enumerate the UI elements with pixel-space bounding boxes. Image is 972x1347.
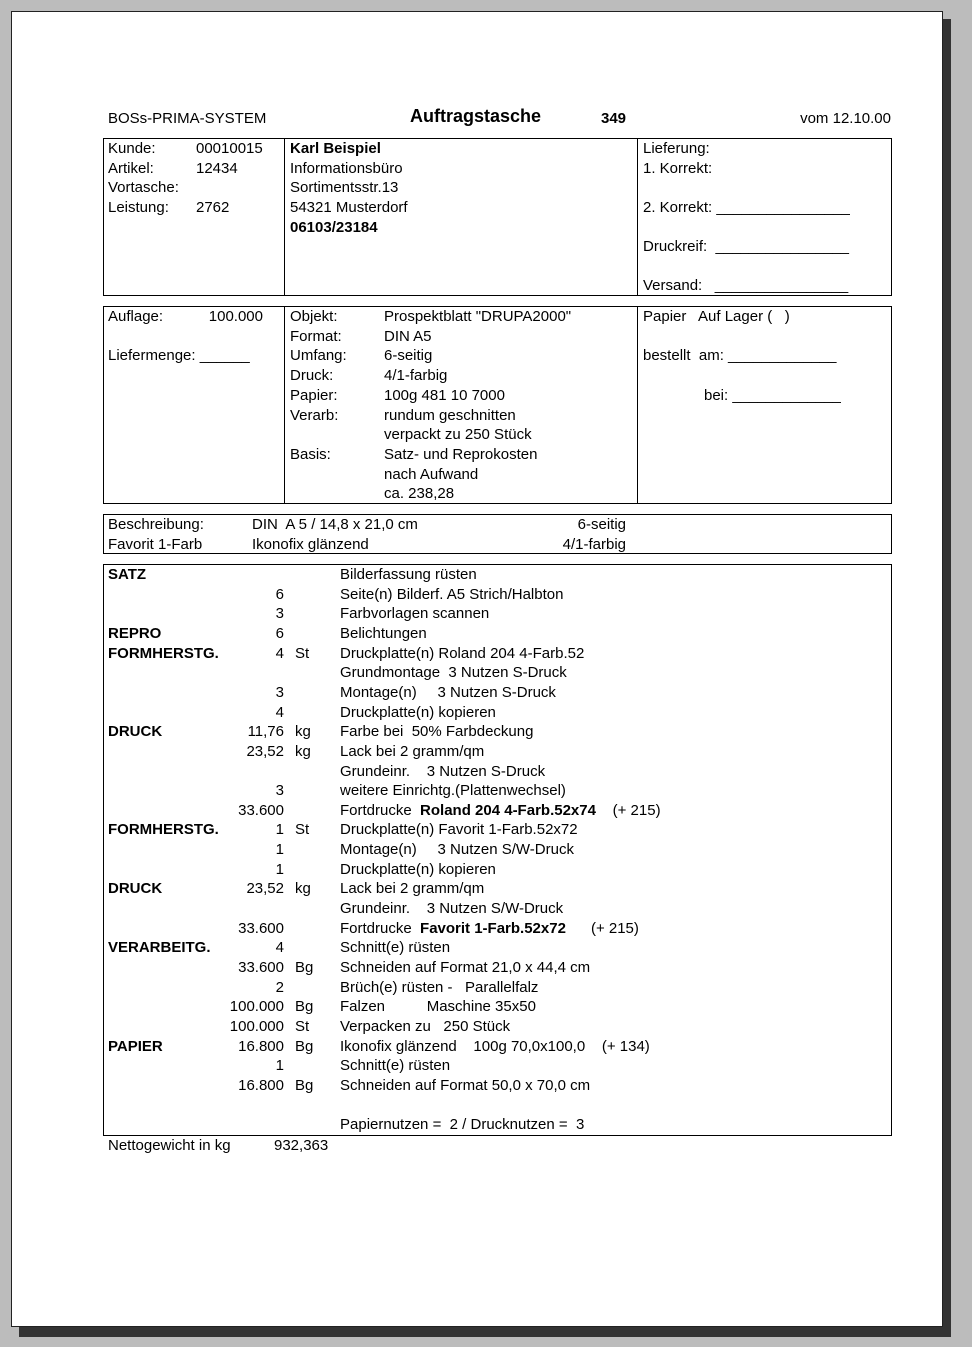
quantity: 100.000 bbox=[229, 1017, 284, 1035]
unit: Bg bbox=[295, 959, 314, 976]
customer-phone: 06103/23184 bbox=[290, 219, 378, 236]
production-text bbox=[340, 604, 489, 623]
liefermenge-line: Liefermenge: ______ bbox=[108, 347, 250, 364]
unit: Bg bbox=[295, 998, 314, 1016]
production-text-main: Druckplatte(n) kopieren bbox=[340, 703, 496, 721]
unit: Bg bbox=[295, 1037, 314, 1055]
section-label: SATZ bbox=[108, 566, 147, 583]
vortasche-label: Vortasche: bbox=[108, 179, 179, 196]
unit: St bbox=[295, 644, 310, 662]
leistung-value: 2762 bbox=[196, 199, 230, 216]
production-text bbox=[340, 644, 584, 663]
order-detail-value: Prospektblatt "DRUPA2000" bbox=[384, 308, 572, 325]
quantity: 23,52 bbox=[246, 742, 284, 760]
production-text-main: Grundeinr. 3 Nutzen S/W-Druck bbox=[340, 900, 564, 918]
production-text-main: weitere Einrichtg.(Plattenwechsel) bbox=[340, 782, 566, 800]
section-label: FORMHERSTG. bbox=[108, 821, 219, 839]
section-label: FORMHERSTG. bbox=[108, 644, 219, 662]
production-text-main: Montage(n) 3 Nutzen S/W-Druck bbox=[340, 841, 574, 859]
production-text-main: Farbvorlagen scannen bbox=[340, 605, 490, 623]
section-label: PAPIER bbox=[108, 1037, 163, 1055]
production-text-main: Schnitt(e) rüsten bbox=[340, 939, 451, 957]
quantity: 3 bbox=[275, 782, 284, 800]
production-text bbox=[340, 585, 563, 604]
korrekt1-label: 1. Korrekt: bbox=[643, 160, 713, 177]
production-text-main: Brüch(e) rüsten - Parallelfalz bbox=[340, 978, 539, 996]
papier-lager-line: Papier Auf Lager ( ) bbox=[643, 308, 790, 325]
quantity: 3 bbox=[275, 605, 284, 623]
section-label: DRUCK bbox=[108, 723, 163, 741]
order-detail-label: Umfang: bbox=[290, 347, 347, 365]
production-text bbox=[340, 722, 533, 741]
production-text-main: Lack bei 2 gramm/qm bbox=[340, 742, 485, 760]
order-detail-value: ca. 238,28 bbox=[384, 485, 455, 503]
quantity: 4 bbox=[275, 644, 284, 662]
production-text bbox=[340, 781, 566, 800]
quantity: 4 bbox=[275, 703, 284, 721]
production-text-main: Seite(n) Bilderf. A5 Strich/Halbton bbox=[340, 585, 564, 603]
quantity: 1 bbox=[275, 821, 284, 839]
production-text bbox=[340, 938, 450, 957]
production-text bbox=[340, 663, 567, 682]
production-text-main: Lack bei 2 gramm/qm bbox=[340, 880, 485, 898]
unit: kg bbox=[295, 880, 311, 898]
order-detail-label: Papier: bbox=[290, 386, 338, 404]
section-label: DRUCK bbox=[108, 880, 163, 898]
quantity: 33.600 bbox=[238, 919, 284, 937]
druckreif-line: Druckreif: ________________ bbox=[643, 238, 849, 255]
production-text-main: Druckplatte(n) kopieren bbox=[340, 860, 496, 878]
production-text-main: Ikonofix glänzend 100g 70,0x100,0 (+ 134) bbox=[340, 1037, 650, 1055]
beschreibung-value: DIN A 5 / 14,8 x 21,0 cm bbox=[252, 516, 418, 533]
production-extra: (+ 215) bbox=[595, 801, 661, 819]
order-detail-value: DIN A5 bbox=[384, 327, 432, 345]
quantity: 100.000 bbox=[229, 998, 284, 1016]
production-text bbox=[340, 1056, 450, 1075]
production-text bbox=[340, 703, 496, 722]
production-text-main: Grundmontage 3 Nutzen S-Druck bbox=[340, 664, 567, 682]
customer-address-line: 54321 Musterdorf bbox=[290, 199, 408, 216]
quantity: 4 bbox=[275, 939, 284, 957]
quantity: 23,52 bbox=[246, 880, 284, 898]
artikel-value: 12434 bbox=[196, 160, 238, 177]
auflage-label: Auflage: bbox=[108, 308, 164, 325]
production-text bbox=[340, 1076, 590, 1095]
unit: St bbox=[295, 1017, 310, 1035]
production-text bbox=[340, 1115, 584, 1134]
production-text-main: Schneiden auf Format 50,0 x 70,0 cm bbox=[340, 1076, 591, 1094]
production-text bbox=[340, 919, 639, 938]
machine-name: Favorit 1-Farb.52x72 bbox=[420, 919, 566, 937]
production-text bbox=[340, 958, 590, 977]
quantity: 33.600 bbox=[238, 801, 284, 819]
quantity: 16.800 bbox=[238, 1037, 284, 1055]
production-text bbox=[340, 801, 661, 820]
artikel-label: Artikel: bbox=[108, 160, 154, 177]
production-text bbox=[340, 978, 538, 997]
production-text-main: Grundeinr. 3 Nutzen S-Druck bbox=[340, 762, 546, 780]
unit: Bg bbox=[295, 1076, 314, 1094]
production-text bbox=[340, 899, 563, 918]
production-text-main: Fortdrucke bbox=[340, 919, 421, 937]
korrekt2-line: 2. Korrekt: ________________ bbox=[643, 199, 850, 216]
production-text-main: Belichtungen bbox=[340, 624, 427, 642]
quantity: 33.600 bbox=[238, 959, 284, 976]
description-box bbox=[103, 514, 892, 554]
section-label: VERARBEITG. bbox=[108, 939, 211, 957]
production-text-main: Papiernutzen = 2 / Drucknutzen = 3 bbox=[340, 1116, 585, 1134]
favorit-right: 4/1-farbig bbox=[562, 536, 626, 553]
order-detail-value: nach Aufwand bbox=[384, 465, 479, 483]
quantity: 16.800 bbox=[238, 1076, 284, 1094]
order-number: 349 bbox=[601, 110, 627, 127]
production-text-main: Schneiden auf Format 21,0 x 44,4 cm bbox=[340, 959, 591, 976]
system-name: BOSs-PRIMA-SYSTEM bbox=[108, 110, 267, 127]
production-text bbox=[340, 742, 484, 761]
production-text-main: Schnitt(e) rüsten bbox=[340, 1057, 451, 1075]
unit: kg bbox=[295, 742, 311, 760]
divider bbox=[637, 306, 638, 504]
kunde-value: 00010015 bbox=[196, 140, 263, 157]
unit: St bbox=[295, 821, 310, 839]
divider bbox=[284, 306, 285, 504]
beschreibung-right: 6-seitig bbox=[577, 516, 626, 533]
document-page bbox=[11, 11, 943, 1327]
bestellt-line: bestellt am: _____________ bbox=[643, 347, 837, 364]
versand-line: Versand: ________________ bbox=[643, 277, 849, 294]
order-detail-value: rundum geschnitten bbox=[384, 406, 516, 424]
nettogewicht-value: 932,363 bbox=[274, 1137, 329, 1154]
order-detail-value: 6-seitig bbox=[384, 347, 433, 365]
order-date: vom 12.10.00 bbox=[800, 110, 891, 127]
production-extra: (+ 215) bbox=[565, 919, 639, 937]
kunde-label: Kunde: bbox=[108, 140, 156, 157]
order-detail-label: Objekt: bbox=[290, 308, 338, 325]
favorit-label: Favorit 1-Farb bbox=[108, 536, 203, 553]
quantity: 1 bbox=[275, 860, 284, 878]
beschreibung-label: Beschreibung: bbox=[108, 516, 204, 533]
production-text bbox=[340, 879, 484, 898]
order-detail-value: verpackt zu 250 Stück bbox=[384, 426, 532, 444]
nettogewicht-label: Nettogewicht in kg bbox=[108, 1137, 231, 1154]
quantity: 6 bbox=[275, 624, 284, 642]
production-text-main: Druckplatte(n) Favorit 1-Farb.52x72 bbox=[340, 821, 578, 839]
quantity: 11,76 bbox=[247, 723, 284, 741]
section-label: REPRO bbox=[108, 624, 162, 642]
quantity: 3 bbox=[275, 683, 284, 701]
quantity: 1 bbox=[275, 841, 284, 859]
quantity: 1 bbox=[275, 1057, 284, 1075]
divider bbox=[637, 138, 638, 296]
order-detail-label: Verarb: bbox=[290, 406, 339, 424]
order-detail-label: Format: bbox=[290, 327, 342, 345]
production-text-main: Verpacken zu 250 Stück bbox=[340, 1017, 511, 1035]
favorit-value: Ikonofix glänzend bbox=[252, 536, 369, 553]
production-text bbox=[340, 840, 574, 859]
production-text-main: Bilderfassung rüsten bbox=[340, 566, 477, 583]
bei-line: bei: _____________ bbox=[704, 387, 841, 404]
order-detail-value: Satz- und Reprokosten bbox=[384, 445, 538, 463]
lieferung-label: Lieferung: bbox=[643, 140, 710, 157]
divider bbox=[284, 138, 285, 296]
production-text-main: Farbe bei 50% Farbdeckung bbox=[340, 723, 534, 741]
production-text-main: Fortdrucke bbox=[340, 801, 421, 819]
customer-address-line: Sortimentsstr.13 bbox=[290, 179, 399, 196]
production-text bbox=[340, 762, 545, 781]
leistung-label: Leistung: bbox=[108, 199, 169, 216]
production-text bbox=[340, 683, 556, 702]
quantity: 2 bbox=[275, 978, 284, 996]
customer-name: Karl Beispiel bbox=[290, 140, 381, 157]
production-text bbox=[340, 1017, 510, 1036]
unit: kg bbox=[295, 723, 311, 741]
production-text bbox=[340, 1037, 650, 1056]
customer-address-line: Informationsbüro bbox=[290, 160, 403, 177]
production-text bbox=[340, 820, 578, 839]
order-detail-value: 100g 481 10 7000 bbox=[384, 386, 505, 404]
production-text bbox=[340, 565, 477, 584]
production-text-main: Falzen Maschine 35x50 bbox=[340, 998, 536, 1016]
order-detail-label: Basis: bbox=[290, 445, 331, 463]
production-text bbox=[340, 860, 496, 879]
quantity: 6 bbox=[275, 585, 284, 603]
production-text-main: Montage(n) 3 Nutzen S-Druck bbox=[340, 683, 556, 701]
order-detail-label: Druck: bbox=[290, 367, 334, 385]
auflage-value: 100.000 bbox=[208, 308, 263, 325]
machine-name: Roland 204 4-Farb.52x74 bbox=[420, 801, 596, 819]
order-detail-value: 4/1-farbig bbox=[384, 367, 448, 385]
page-title: Auftragstasche bbox=[410, 106, 542, 126]
production-text-main: Druckplatte(n) Roland 204 4-Farb.52 bbox=[340, 644, 585, 662]
production-text bbox=[340, 997, 536, 1016]
production-text bbox=[340, 624, 427, 643]
